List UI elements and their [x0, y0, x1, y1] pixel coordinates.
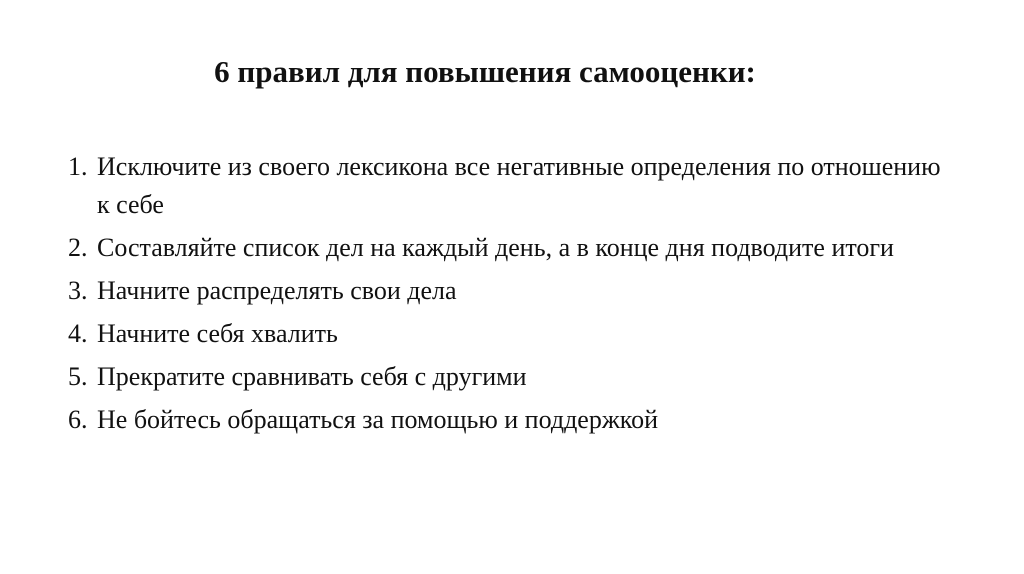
- rules-list: [68, 148, 958, 444]
- list-item-text: Начните себя хвалить: [97, 319, 338, 348]
- list-item-number: 3.: [68, 276, 88, 305]
- list-item-5: [68, 358, 958, 396]
- list-item-1: [68, 148, 958, 224]
- list-item-number: 1.: [68, 152, 88, 181]
- list-item-4: [68, 315, 958, 353]
- list-item-3: [68, 272, 958, 310]
- list-item-2: [68, 229, 958, 267]
- list-item-text: Начните распределять свои дела: [97, 276, 457, 305]
- list-item-text: Исключите из своего лексикона все негативные определения по отношению к себе: [97, 152, 941, 219]
- list-item-text: Прекратите сравнивать себя с другими: [97, 362, 527, 391]
- slide-title: 6 правил для повышения самооценки:: [214, 54, 756, 89]
- list-item-text: Не бойтесь обращаться за помощью и поддержкой: [97, 405, 659, 434]
- list-item-number: 5.: [68, 362, 88, 391]
- list-item-number: 4.: [68, 319, 88, 348]
- list-item-number: 6.: [68, 405, 88, 434]
- list-item-text: Составляйте список дел на каждый день, а в конце дня подводите итоги: [97, 233, 894, 262]
- list-item-number: 2.: [68, 233, 88, 262]
- list-item-6: [68, 401, 958, 439]
